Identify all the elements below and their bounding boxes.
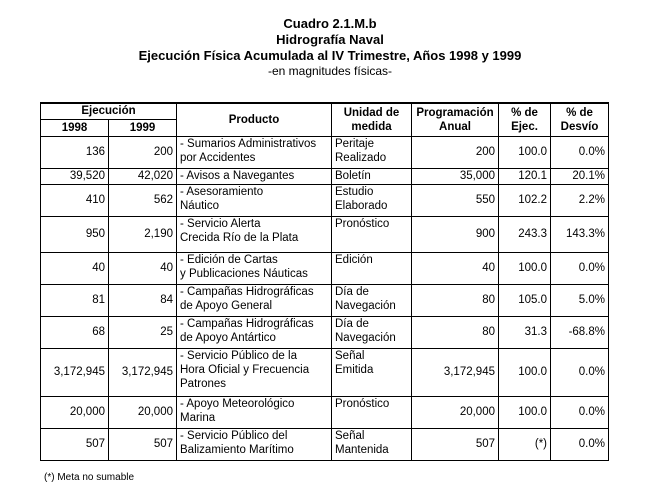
cell-unidad: Día de Navegación [332, 316, 412, 348]
table-row [41, 284, 609, 316]
table-row [41, 252, 609, 284]
cell-1998: 81 [41, 284, 109, 316]
cell-programacion: 200 [412, 136, 499, 168]
table-title-block [0, 16, 660, 79]
cell-pct-desvio: 0.0% [551, 136, 609, 168]
cell-1999: 40 [109, 252, 177, 284]
cell-programacion: 3,172,945 [412, 348, 499, 396]
cell-pct-desvio: 2.2% [551, 184, 609, 216]
cell-pct-ejec: 243.3 [499, 216, 551, 252]
cell-1999: 2,190 [109, 216, 177, 252]
header-pct-desvio: % de Desvío [551, 103, 609, 136]
cell-pct-ejec: 31.3 [499, 316, 551, 348]
table-organization: Hidrografía Naval [276, 32, 384, 47]
cell-pct-ejec: 100.0 [499, 396, 551, 428]
cell-1998: 20,000 [41, 396, 109, 428]
cell-1998: 40 [41, 252, 109, 284]
cell-pct-desvio: 0.0% [551, 428, 609, 460]
table-row [41, 216, 609, 252]
cell-programacion: 80 [412, 284, 499, 316]
table-row [41, 348, 609, 396]
execution-table [40, 102, 609, 461]
cell-producto: - Sumarios Administrativos por Accidentes [177, 136, 332, 168]
cell-programacion: 507 [412, 428, 499, 460]
cell-pct-ejec: 100.0 [499, 136, 551, 168]
cell-unidad: Día de Navegación [332, 284, 412, 316]
table-title: Ejecución Física Acumulada al IV Trimestre, Años 1998 y 1999 [138, 48, 522, 63]
cell-1999: 84 [109, 284, 177, 316]
cell-producto: - Asesoramiento Náutico [177, 184, 332, 216]
cell-1999: 200 [109, 136, 177, 168]
cell-unidad: Pronóstico [332, 216, 412, 252]
table-row [41, 316, 609, 348]
cell-unidad: Estudio Elaborado [332, 184, 412, 216]
cell-programacion: 35,000 [412, 168, 499, 184]
cell-1999: 20,000 [109, 396, 177, 428]
cell-1998: 3,172,945 [41, 348, 109, 396]
header-pct-ejec: % de Ejec. [499, 103, 551, 136]
cell-1999: 3,172,945 [109, 348, 177, 396]
table-row [41, 168, 609, 184]
cell-unidad: Señal Mantenida [332, 428, 412, 460]
cell-programacion: 550 [412, 184, 499, 216]
cell-pct-ejec: 102.2 [499, 184, 551, 216]
cell-unidad: Edición [332, 252, 412, 284]
cell-programacion: 40 [412, 252, 499, 284]
cell-pct-desvio: 0.0% [551, 252, 609, 284]
cell-producto: - Avisos a Navegantes [177, 168, 332, 184]
header-unidad: Unidad de medida [332, 103, 412, 136]
cell-pct-ejec: (*) [499, 428, 551, 460]
cell-pct-desvio: -68.8% [551, 316, 609, 348]
header-1998: 1998 [41, 119, 109, 136]
cell-pct-ejec: 105.0 [499, 284, 551, 316]
cell-1999: 42,020 [109, 168, 177, 184]
cell-producto: - Servicio Alerta Crecida Río de la Plata [177, 216, 332, 252]
cell-producto: - Campañas Hidrográficas de Apoyo Antártico [177, 316, 332, 348]
cell-unidad: Pronóstico [332, 396, 412, 428]
cell-programacion: 20,000 [412, 396, 499, 428]
header-ejecucion: Ejecución [41, 103, 177, 119]
cell-1999: 507 [109, 428, 177, 460]
table-row [41, 396, 609, 428]
footnote: (*) Meta no sumable [44, 472, 135, 483]
table-subtitle: -en magnitudes físicas- [267, 64, 393, 78]
table-row [41, 184, 609, 216]
cell-unidad: Señal Emitida [332, 348, 412, 396]
table-row [41, 136, 609, 168]
cell-programacion: 80 [412, 316, 499, 348]
cell-pct-ejec: 100.0 [499, 252, 551, 284]
cell-pct-desvio: 20.1% [551, 168, 609, 184]
cell-pct-desvio: 0.0% [551, 348, 609, 396]
cell-pct-desvio: 5.0% [551, 284, 609, 316]
cell-pct-ejec: 100.0 [499, 348, 551, 396]
header-1999: 1999 [109, 119, 177, 136]
cell-unidad: Peritaje Realizado [332, 136, 412, 168]
cell-producto: - Servicio Público de la Hora Oficial y Frecuencia Patrones [177, 348, 332, 396]
cell-producto: - Apoyo Meteorológico Marina [177, 396, 332, 428]
cell-pct-desvio: 143.3% [551, 216, 609, 252]
cell-1999: 562 [109, 184, 177, 216]
cell-pct-ejec: 120.1 [499, 168, 551, 184]
table-row [41, 428, 609, 460]
cell-1999: 25 [109, 316, 177, 348]
cell-programacion: 900 [412, 216, 499, 252]
header-producto: Producto [177, 103, 332, 136]
table-number: Cuadro 2.1.M.b [283, 16, 377, 31]
cell-1998: 136 [41, 136, 109, 168]
cell-1998: 39,520 [41, 168, 109, 184]
cell-1998: 507 [41, 428, 109, 460]
cell-producto: - Edición de Cartas y Publicaciones Náuticas [177, 252, 332, 284]
cell-1998: 410 [41, 184, 109, 216]
cell-pct-desvio: 0.0% [551, 396, 609, 428]
cell-producto: - Campañas Hidrográficas de Apoyo General [177, 284, 332, 316]
cell-1998: 68 [41, 316, 109, 348]
cell-unidad: Boletín [332, 168, 412, 184]
header-programacion: Programación Anual [412, 103, 499, 136]
cell-producto: - Servicio Público del Balizamiento Marítimo [177, 428, 332, 460]
cell-1998: 950 [41, 216, 109, 252]
